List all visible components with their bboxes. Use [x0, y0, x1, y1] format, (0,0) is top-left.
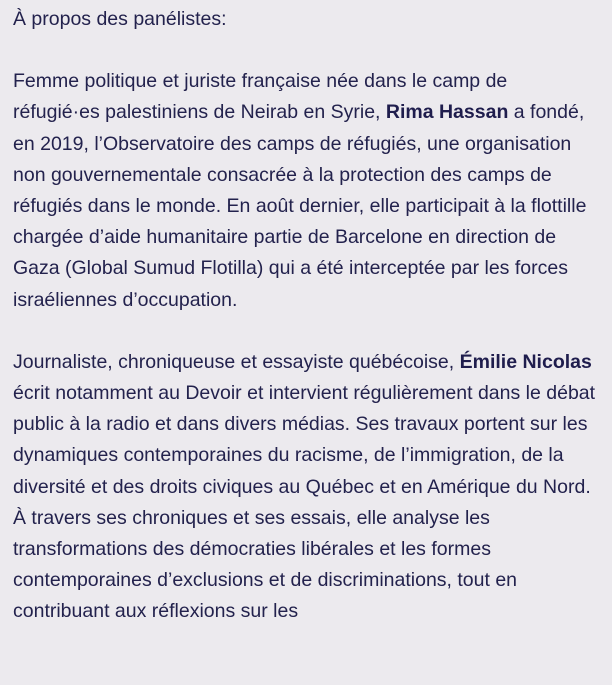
- panelist-name-emilie-nicolas: Émilie Nicolas: [459, 350, 592, 373]
- panelist-name-rima-hassan: Rima Hassan: [385, 101, 509, 124]
- section-heading: À propos des panélistes:: [13, 8, 227, 30]
- bio-intro-text: Journaliste, chroniqueuse et essayiste québécoise,: [13, 350, 460, 373]
- panelist-bio-rima-hassan: [13, 66, 598, 316]
- bio-description-text: écrit notamment au Devoir et intervient régulièrement dans le débat public à la radio et dans divers médias. Ses travaux portent sur les dynamiques contemporaines du racisme, de l’immigration, de la diversité et des droits civiques au Québec et en Amérique du Nord. À travers ses chroniques et ses essais, elle analyse les transformations des démocraties libérales et les formes contemporaines d’exclusions et de discriminations, tout en contribuant aux réflexions sur les: [13, 382, 596, 623]
- bio-description-text: a fondé, en 2019, l’Observatoire des camps de réfugiés, une organisation non gouvernementale consacrée à la protection des camps de réfugiés dans le monde. En août dernier, elle participait à la flottille chargée d’aide humanitaire partie de Barcelone en direction de Gaza (Global Sumud Flotilla) qui a été interceptée par les forces israéliennes d’occupation.: [13, 101, 587, 311]
- bio-intro-text: Femme politique et juriste française née dans le camp de réfugié·es palestiniens de Neirab en Syrie,: [13, 70, 508, 124]
- panelist-bio-emilie-nicolas: [13, 347, 598, 628]
